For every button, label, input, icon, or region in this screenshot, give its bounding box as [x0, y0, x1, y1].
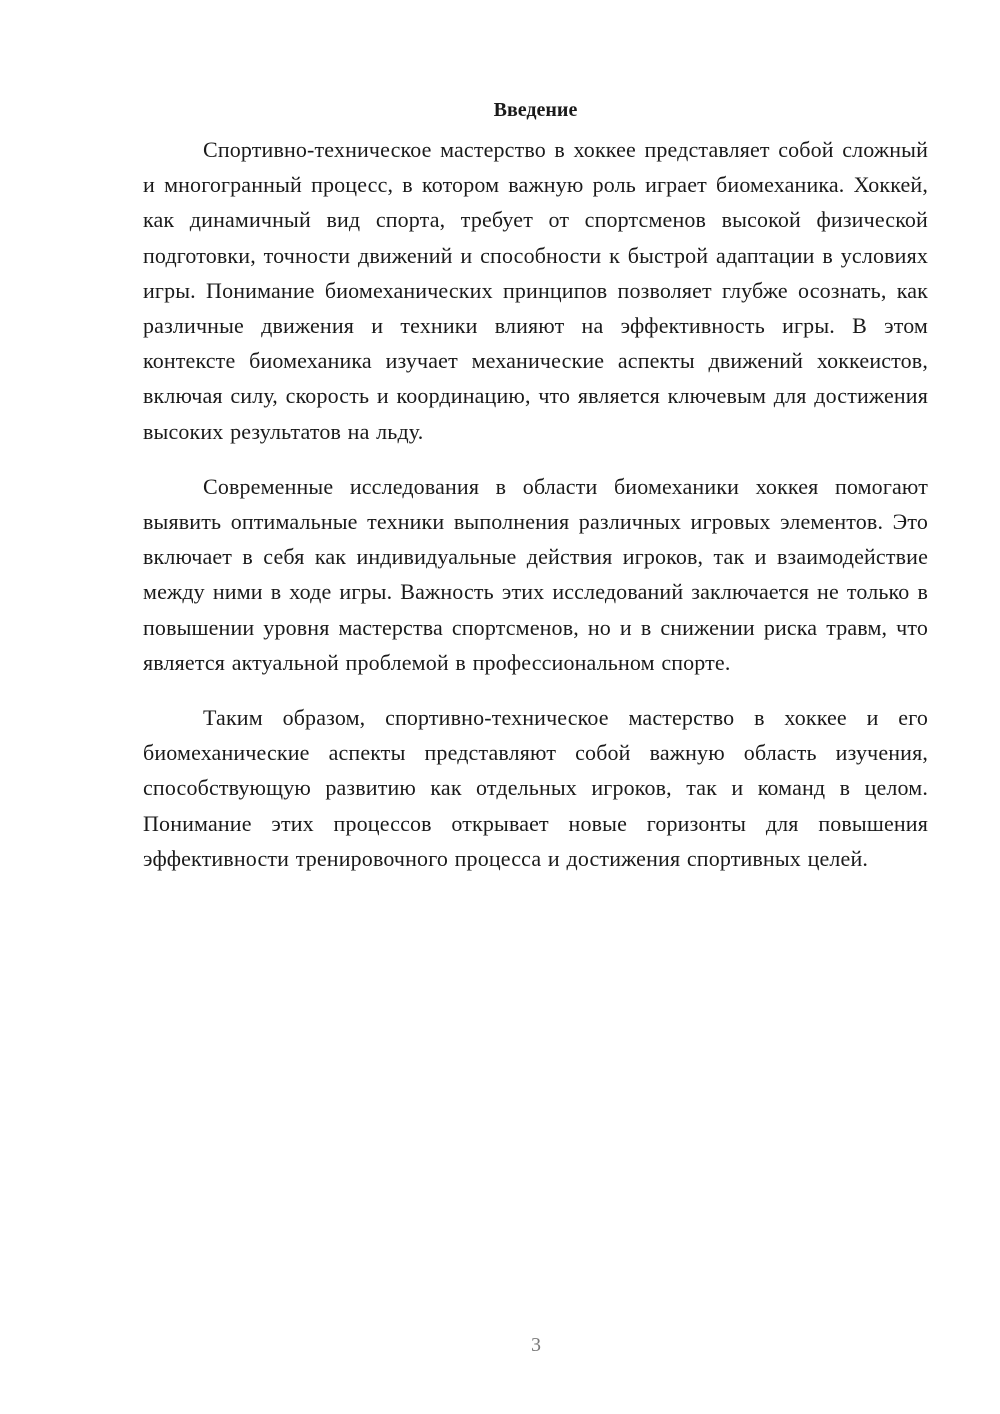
section-title: Введение [493, 99, 578, 121]
paragraph-research: Современные исследования в области биомеханики хоккея помогают выявить оптимальные техники выполнения различных игровых элементов. Это включает в себя как индивидуальные действия игроков, так и взаимодействие между ними в ходе игры. Важность этих исследований заключается не только в повышении уровня мастерства спортсменов, но и в снижении риска травм, что является актуальной проблемой в профессиональном спорте. [143, 473, 928, 675]
paragraph-conclusion: Таким образом, спортивно-техническое мастерство в хоккее и его биомеханические аспекты представляют собой важную область изучения, способствующую развитию как отдельных игроков, так и команд в целом. Понимание этих процессов открывает новые горизонты для повышения эффективности тренировочного процесса и достижения спортивных целей. [143, 705, 928, 871]
paragraph-intro: Спортивно-техническое мастерство в хоккее представляет собой сложный и многогранный процесс, в котором важную роль играет биомеханика. Хоккей, как динамичный вид спорта, требует от спортсменов высокой физической подготовки, точности движений и способности к быстрой адаптации в условиях игры. Понимание биомеханических принципов позволяет глубже осознать, как различные движения и техники влияют на эффективность игры. В этом контексте биомеханика изучает механические аспекты движений хоккеистов, включая силу, скорость и координацию, что является ключевым для достижения высоких результатов на льду. [143, 137, 928, 444]
document-body [143, 92, 928, 896]
page-number: 3 [531, 1334, 541, 1356]
